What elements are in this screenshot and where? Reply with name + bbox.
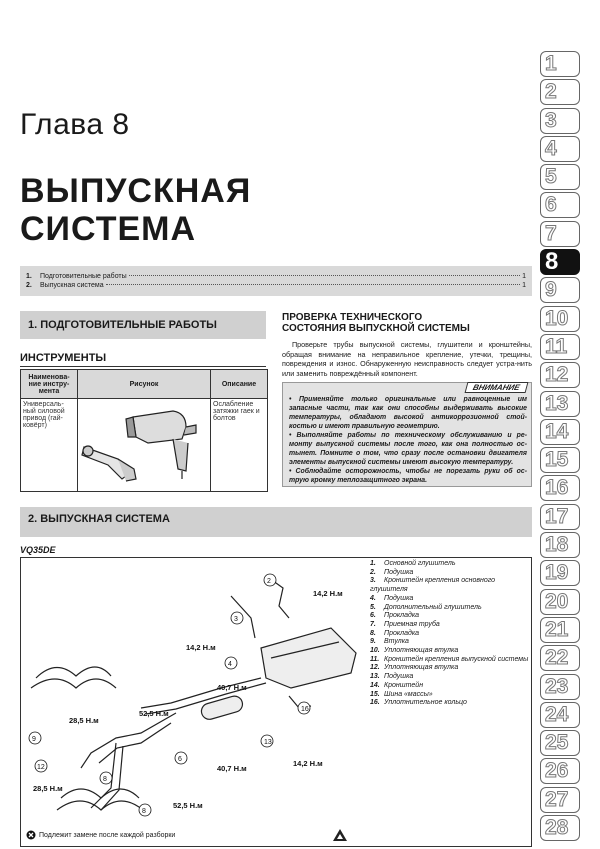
torque-label: 14,2 Н.м bbox=[186, 643, 216, 652]
chapter-tab-15[interactable]: 15 bbox=[540, 447, 580, 473]
legend-item: 9. Втулка bbox=[370, 638, 409, 646]
warning-item: • Применяйте только оригинальные или равноценные им запасные части, так как они способны выдерживать высокие температуры, обладают высокой антикоррозионной стой-костью и имеют правильную геометрию. bbox=[289, 396, 528, 430]
torque-label: 52,5 Н.м bbox=[139, 709, 169, 718]
warning-label: ВНИМАНИЕ bbox=[465, 382, 529, 393]
chapter-tab-27[interactable]: 27 bbox=[540, 787, 580, 813]
chapter-tab-16[interactable]: 16 bbox=[540, 475, 580, 501]
torque-label: 14,2 Н.м bbox=[293, 759, 323, 768]
check-heading-line2: СОСТОЯНИЯ ВЫПУСКНОЙ СИСТЕМЫ bbox=[282, 323, 470, 334]
tool-name: Универсаль-ный силовой привод (гай-ковёрт) bbox=[21, 399, 78, 492]
check-heading-line1: ПРОВЕРКА ТЕХНИЧЕСКОГО bbox=[282, 312, 423, 323]
torque-label: 28,5 Н.м bbox=[69, 716, 99, 725]
replace-part-icon bbox=[26, 830, 36, 840]
chapter-tab-28[interactable]: 28 bbox=[540, 815, 580, 841]
chapter-tab-21[interactable]: 21 bbox=[540, 617, 580, 643]
chapter-title-line2: СИСТЕМА bbox=[20, 210, 197, 248]
warning-box bbox=[282, 382, 532, 487]
tool-description: Ослабление затяжки гаек и болтов bbox=[211, 399, 268, 492]
torque-label: 40,7 Н.м bbox=[217, 764, 247, 773]
column-header: Описание bbox=[211, 370, 268, 399]
chapter-tab-22[interactable]: 22 bbox=[540, 645, 580, 671]
chapter-label: Глава 8 bbox=[20, 108, 130, 141]
legend-item: 14. Кронштейн bbox=[370, 681, 424, 689]
parts-legend bbox=[370, 560, 530, 708]
toc-num: 2. bbox=[26, 282, 32, 289]
chapter-tab-26[interactable]: 26 bbox=[540, 758, 580, 784]
legend-item: 5. Дополнительный глушитель bbox=[370, 603, 482, 611]
divider bbox=[20, 366, 266, 367]
svg-text:9: 9 bbox=[32, 736, 36, 743]
toc-page: 1 bbox=[522, 282, 526, 289]
tools-table bbox=[20, 369, 268, 492]
chapter-title-line1: ВЫПУСКНАЯ bbox=[20, 172, 252, 210]
chapter-tab-8[interactable]: 8 bbox=[540, 249, 580, 275]
chapter-title bbox=[20, 172, 251, 248]
secondary-muffler bbox=[200, 694, 245, 721]
chapter-tab-24[interactable]: 24 bbox=[540, 702, 580, 728]
torque-label: 28,5 Н.м bbox=[33, 784, 63, 793]
svg-text:12: 12 bbox=[37, 764, 45, 771]
svg-text:16: 16 bbox=[301, 706, 309, 713]
column-header: Рисунок bbox=[78, 370, 211, 399]
legend-item: 11. Кронштейн крепления выпускной системы bbox=[370, 655, 529, 663]
chapter-tab-2[interactable]: 2 bbox=[540, 79, 580, 105]
replace-note-text: Подлежит замене после каждой разборки bbox=[39, 831, 176, 839]
legend-item: 13. Подушка bbox=[370, 673, 414, 681]
svg-text:8: 8 bbox=[142, 808, 146, 815]
legend-item: 8. Прокладка bbox=[370, 629, 420, 637]
publisher-logo-icon bbox=[332, 828, 348, 842]
engine-model: VQ35DE bbox=[20, 545, 56, 555]
chapter-tab-10[interactable]: 10 bbox=[540, 306, 580, 332]
table-row bbox=[21, 399, 268, 492]
toc-num: 1. bbox=[26, 273, 32, 280]
toc-item[interactable] bbox=[20, 282, 532, 291]
chapter-tab-17[interactable]: 17 bbox=[540, 504, 580, 530]
svg-text:3: 3 bbox=[234, 616, 238, 623]
chapter-tab-9[interactable]: 9 bbox=[540, 277, 580, 303]
chapter-tab-1[interactable]: 1 bbox=[540, 51, 580, 77]
svg-text:6: 6 bbox=[178, 756, 182, 763]
legend-item: 3. Кронштейн крепления основного глушителя bbox=[370, 577, 496, 594]
warning-list bbox=[289, 395, 527, 485]
legend-item: 10. Уплотняющая втулка bbox=[370, 647, 459, 655]
chapter-tab-3[interactable]: 3 bbox=[540, 108, 580, 134]
toc-leader bbox=[106, 284, 520, 285]
legend-item: 12. Уплотняющая втулка bbox=[370, 664, 459, 672]
legend-item: 4. Подушка bbox=[370, 594, 414, 602]
toc-leader bbox=[129, 275, 520, 276]
chapter-tab-4[interactable]: 4 bbox=[540, 136, 580, 162]
chapter-tab-13[interactable]: 13 bbox=[540, 391, 580, 417]
chapter-tab-19[interactable]: 19 bbox=[540, 560, 580, 586]
check-paragraph: Проверьте трубы выпускной системы, глушители и кронштейны, обращая внимание на неправильное крепление, утечки, трещины, повреждения и износ. Обнаруженную неисправность следует устра-нить или заменить повреждённый компонент. bbox=[282, 340, 532, 378]
svg-text:13: 13 bbox=[264, 739, 272, 746]
legend-item: 2. Подушка bbox=[370, 568, 414, 576]
chapter-tab-11[interactable]: 11 bbox=[540, 334, 580, 360]
toc-title: Выпускная система bbox=[40, 282, 104, 289]
torque-label: 40,7 Н.м bbox=[217, 683, 247, 692]
chapter-tab-5[interactable]: 5 bbox=[540, 164, 580, 190]
section-heading-preparatory: 1. ПОДГОТОВИТЕЛЬНЫЕ РАБОТЫ bbox=[20, 311, 266, 339]
warning-item: • Выполняйте работы по техническому обслуживанию и ре-монту выпускной системы после того, как она полностью ос-тынет. Помните о том, что сразу после остановки двигателя элементы выпускной системы имеют высокую температуру. bbox=[289, 432, 527, 466]
chapter-tab-23[interactable]: 23 bbox=[540, 674, 580, 700]
warning-item: • Соблюдайте осторожность, чтобы не порезать руки об ос-трую кромку теплозащитного экрана. bbox=[289, 468, 527, 484]
tool-picture bbox=[78, 399, 211, 492]
table-of-contents bbox=[20, 266, 532, 296]
chapter-tab-20[interactable]: 20 bbox=[540, 589, 580, 615]
legend-item: 15. Шина «массы» bbox=[370, 690, 433, 698]
chapter-tab-18[interactable]: 18 bbox=[540, 532, 580, 558]
svg-text:8: 8 bbox=[103, 776, 107, 783]
section-heading-exhaust: 2. ВЫПУСКНАЯ СИСТЕМА bbox=[20, 507, 532, 537]
legend-item: 1. Основной глушитель bbox=[370, 560, 456, 567]
legend-item: 16. Уплотнительное кольцо bbox=[370, 699, 467, 707]
svg-text:4: 4 bbox=[228, 661, 232, 668]
chapter-tabs bbox=[540, 51, 580, 843]
legend-item: 7. Приемная труба bbox=[370, 620, 440, 628]
main-muffler bbox=[261, 628, 356, 688]
chapter-tab-25[interactable]: 25 bbox=[540, 730, 580, 756]
toc-page: 1 bbox=[522, 273, 526, 280]
impact-wrench-icon bbox=[78, 399, 206, 489]
torque-label: 14,2 Н.м bbox=[313, 589, 343, 598]
chapter-tab-14[interactable]: 14 bbox=[540, 419, 580, 445]
check-heading bbox=[282, 312, 470, 334]
legend-item: 6. Прокладка bbox=[370, 612, 420, 620]
torque-label: 52,5 Н.м bbox=[173, 801, 203, 810]
column-header: Наименова-ние инстру-мента bbox=[21, 370, 78, 399]
replace-note bbox=[26, 830, 175, 840]
chapter-tab-6[interactable]: 6 bbox=[540, 192, 580, 218]
tools-heading: ИНСТРУМЕНТЫ bbox=[20, 352, 107, 364]
toc-item[interactable] bbox=[20, 273, 532, 282]
chapter-tab-7[interactable]: 7 bbox=[540, 221, 580, 247]
chapter-tab-12[interactable]: 12 bbox=[540, 362, 580, 388]
toc-title: Подготовительные работы bbox=[40, 273, 127, 280]
svg-text:2: 2 bbox=[267, 578, 271, 585]
